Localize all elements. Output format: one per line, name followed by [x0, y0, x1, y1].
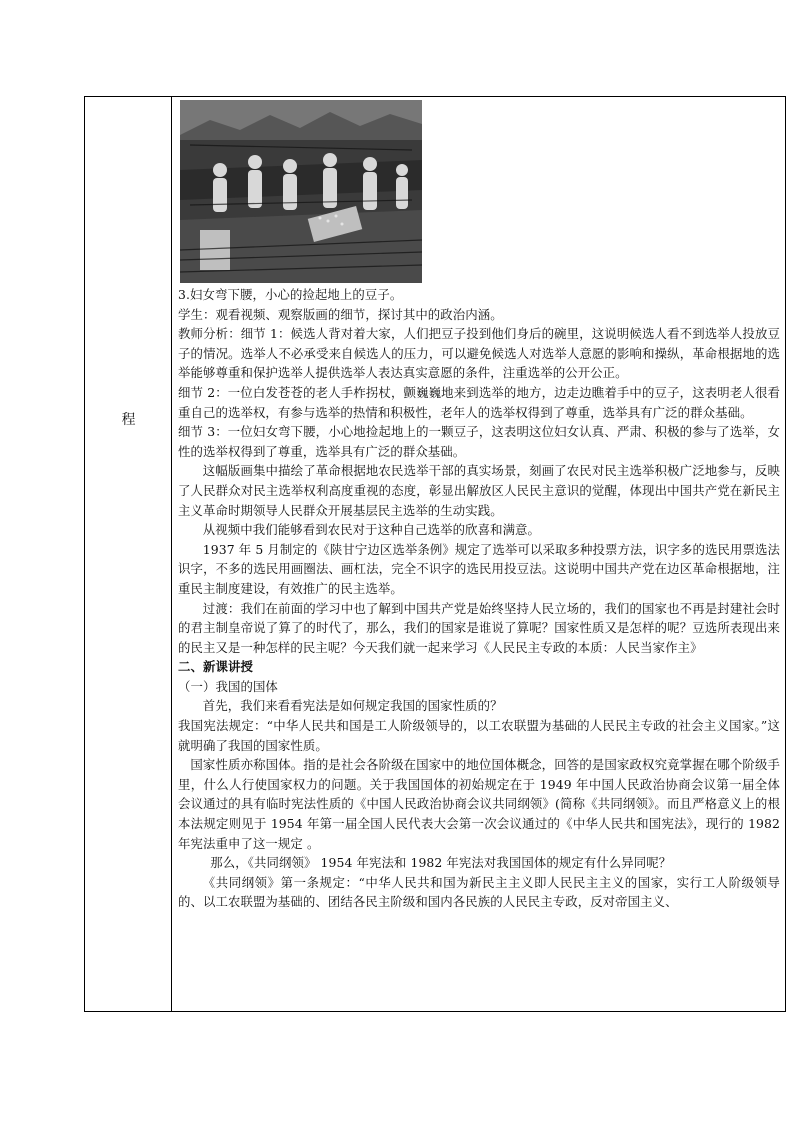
subsection-heading: （一）我国的国体 — [178, 678, 278, 694]
lesson-table — [84, 96, 786, 1012]
left-column — [85, 97, 172, 1011]
election-regulation: 1937 年 5 月制定的《陕甘宁边区选举条例》规定了选举可以采取多种投票方法，识字多的选民用票选法识字，不多的选民用画圈法、画杠法，完全不识字的选民用投豆法。这说明中国共产党在边区革命根据地，注重民主制度建设，有效推广的民主选举。 — [178, 541, 780, 596]
state-nature-explanation: 国家性质亦称国体。指的是社会各阶级在国家中的地位国体概念，回答的是国家政权究竟掌握在哪个阶级手里，什么人行使国家权力的问题。关于我国国体的初始规定在于 1949 年中国人民政治协商会议第一届全体会议通过的具有临时宪法性质的《中国人民政治协商会议共同纲领》(简称《共同纲领》。而且严格意义上的根本法规定则见于 1954 年第一届全国人民代表大会第一次会议通过的《中华人民共和国宪法》，现行的 1982 年宪法重申了这一规定 。 — [178, 757, 780, 851]
student-activity: 学生：观看视频、观察版画的细节，探讨其中的政治内涵。 — [178, 306, 503, 322]
section-heading: 二、新课讲授 — [178, 659, 253, 675]
transition: 过渡：我们在前面的学习中也了解到中国共产党是始终坚持人民立场的，我们的国家也不再是封建社会时的君主制皇帝说了算了的时代了，那么，我们的国家是谁说了算呢？国家性质又是怎样的呢？豆选所表现出来的民主又是一种怎样的民主呢？今天我们就一起来学习《人民民主专政的本质：人民当家作主》 — [178, 600, 780, 655]
common-program-article: 《共同纲领》第一条规定：“中华人民共和国为新民主主义即人民民主主义的国家，实行工人阶级领导的、以工农联盟为基础的、团结各民主阶级和国内各民族的人民民主专政，反对帝国主义、 — [178, 874, 780, 910]
image-caption: 3.妇女弯下腰，小心的捡起地上的豆子。 — [178, 287, 403, 302]
woodcut-print-image — [180, 100, 422, 283]
question-constitution: 首先，我们来看看宪法是如何规定我国的国家性质的？ — [202, 698, 503, 714]
comparison-question: 那么，《共同纲领》 1954 年宪法和 1982 年宪法对我国国体的规定有什么异同呢？ — [210, 855, 672, 871]
constitution-provision: 我国宪法规定：“中华人民共和国是工人阶级领导的，以工农联盟为基础的人民民主专政的社会主义国家。”这就明确了我国的国家性质。 — [178, 718, 780, 753]
teacher-analysis-detail-1: 教师分析：细节 1：候选人背对着大家，人们把豆子投到他们身后的碗里，这说明候选人看不到选举人投放豆子的情况。选举人不必承受来自候选人的压力，可以避免候选人对选举人意愿的影响和操纵，革命根据地的选举能够尊重和保护选举人提供选举人表达真实意愿的条件，注重选举的公开公正。 — [178, 326, 780, 381]
woodcut-summary: 这幅版画集中描绘了革命根据地农民选举干部的真实场景，刻画了农民对民主选举积极广泛地参与，反映了人民群众对民主选举权利高度重视的态度，彰显出解放区人民民主意识的觉醒，体现出中国共产党在新民主主义革命时期领导人民群众开展基层民主选举的生动实践。 — [178, 463, 780, 518]
row-label: 程 — [121, 412, 136, 428]
detail-3: 细节 3：一位妇女弯下腰，小心地捡起地上的一颗豆子，这表明这位妇女认真、严肃、积极的参与了选举，女性的选举权得到了尊重，选举具有广泛的群众基础。 — [178, 424, 780, 459]
content-cell — [178, 100, 780, 912]
video-observation: 从视频中我们能够看到农民对于这种自己选举的欣喜和满意。 — [202, 522, 541, 538]
detail-2: 细节 2：一位白发苍苍的老人手柞拐杖，颤巍巍地来到选举的地方，边走边瞧着手中的豆子，这表明老人很看重自己的选举权，有参与选举的热情和积极性，老年人的选举权得到了尊重，选举具有广泛的群众基础。 — [178, 384, 780, 420]
